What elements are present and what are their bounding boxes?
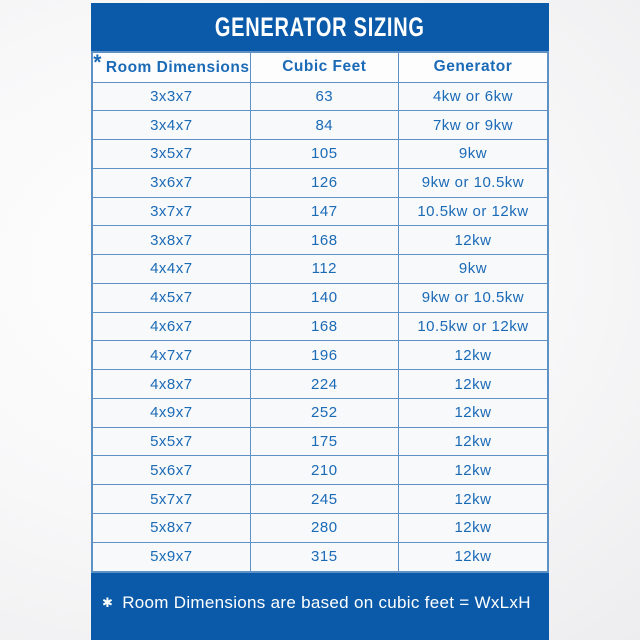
- cell-room-dimensions: 5x9x7: [92, 542, 250, 572]
- cell-cubic-feet: 112: [250, 255, 398, 284]
- table-row: [92, 341, 548, 370]
- footnote-bar: [91, 573, 549, 640]
- cell-cubic-feet: 315: [250, 542, 398, 572]
- cell-cubic-feet: 210: [250, 456, 398, 485]
- cell-generator: 12kw: [398, 370, 548, 399]
- cell-room-dimensions: 3x6x7: [92, 168, 250, 197]
- cell-cubic-feet: 126: [250, 168, 398, 197]
- column-header-label: Room Dimensions: [105, 58, 250, 76]
- cell-generator: 12kw: [398, 542, 548, 572]
- cell-generator: 12kw: [398, 398, 548, 427]
- cell-room-dimensions: 5x8x7: [92, 513, 250, 542]
- asterisk-star-icon: ✱: [102, 595, 114, 610]
- table-row: [92, 513, 548, 542]
- column-header-cubic-feet: Cubic Feet: [250, 52, 398, 82]
- cell-room-dimensions: 5x6x7: [92, 456, 250, 485]
- cell-generator: 7kw or 9kw: [398, 111, 548, 140]
- cell-generator: 10.5kw or 12kw: [398, 197, 548, 226]
- cell-cubic-feet: 280: [250, 513, 398, 542]
- table-row: [92, 283, 548, 312]
- table-row: [92, 140, 548, 169]
- generator-sizing-panel: [91, 3, 549, 640]
- cell-generator: 12kw: [398, 226, 548, 255]
- footnote-text: Room Dimensions are based on cubic feet = WxLxH: [122, 593, 531, 612]
- cell-generator: 12kw: [398, 485, 548, 514]
- cell-room-dimensions: 3x8x7: [92, 226, 250, 255]
- cell-room-dimensions: 5x5x7: [92, 427, 250, 456]
- cell-cubic-feet: 196: [250, 341, 398, 370]
- table-row: [92, 312, 548, 341]
- cell-room-dimensions: 4x8x7: [92, 370, 250, 399]
- table-row: [92, 82, 548, 111]
- cell-room-dimensions: 4x4x7: [92, 255, 250, 284]
- table-header-row: [92, 52, 548, 82]
- asterisk-note-icon: *: [93, 50, 102, 74]
- table-row: [92, 370, 548, 399]
- cell-cubic-feet: 140: [250, 283, 398, 312]
- cell-cubic-feet: 245: [250, 485, 398, 514]
- cell-cubic-feet: 63: [250, 82, 398, 111]
- table-row: [92, 111, 548, 140]
- cell-cubic-feet: 105: [250, 140, 398, 169]
- cell-generator: 9kw: [398, 140, 548, 169]
- cell-cubic-feet: 168: [250, 226, 398, 255]
- title-bar: [91, 3, 549, 51]
- cell-cubic-feet: 224: [250, 370, 398, 399]
- cell-room-dimensions: 4x5x7: [92, 283, 250, 312]
- cell-room-dimensions: 4x6x7: [92, 312, 250, 341]
- table-head: [92, 52, 548, 82]
- column-header-generator: Generator: [398, 52, 548, 82]
- table-row: [92, 427, 548, 456]
- table-row: [92, 456, 548, 485]
- cell-cubic-feet: 147: [250, 197, 398, 226]
- cell-cubic-feet: 175: [250, 427, 398, 456]
- cell-cubic-feet: 84: [250, 111, 398, 140]
- cell-room-dimensions: 3x5x7: [92, 140, 250, 169]
- table-row: [92, 226, 548, 255]
- cell-generator: 12kw: [398, 341, 548, 370]
- table-row: [92, 197, 548, 226]
- cell-generator: 10.5kw or 12kw: [398, 312, 548, 341]
- cell-room-dimensions: 5x7x7: [92, 485, 250, 514]
- sizing-table: [91, 51, 549, 573]
- cell-cubic-feet: 168: [250, 312, 398, 341]
- cell-room-dimensions: 3x7x7: [92, 197, 250, 226]
- cell-generator: 9kw or 10.5kw: [398, 168, 548, 197]
- cell-generator: 12kw: [398, 456, 548, 485]
- cell-room-dimensions: 3x4x7: [92, 111, 250, 140]
- cell-generator: 12kw: [398, 427, 548, 456]
- cell-generator: 9kw: [398, 255, 548, 284]
- column-header-room-dimensions: [92, 52, 250, 82]
- table-body: [92, 82, 548, 572]
- cell-generator: 12kw: [398, 513, 548, 542]
- table-row: [92, 168, 548, 197]
- cell-cubic-feet: 252: [250, 398, 398, 427]
- table-row: [92, 485, 548, 514]
- cell-room-dimensions: 3x3x7: [92, 82, 250, 111]
- table-row: [92, 542, 548, 572]
- table-row: [92, 255, 548, 284]
- cell-generator: 4kw or 6kw: [398, 82, 548, 111]
- page-title: GENERATOR SIZING: [215, 11, 425, 42]
- cell-room-dimensions: 4x7x7: [92, 341, 250, 370]
- cell-room-dimensions: 4x9x7: [92, 398, 250, 427]
- table-row: [92, 398, 548, 427]
- cell-generator: 9kw or 10.5kw: [398, 283, 548, 312]
